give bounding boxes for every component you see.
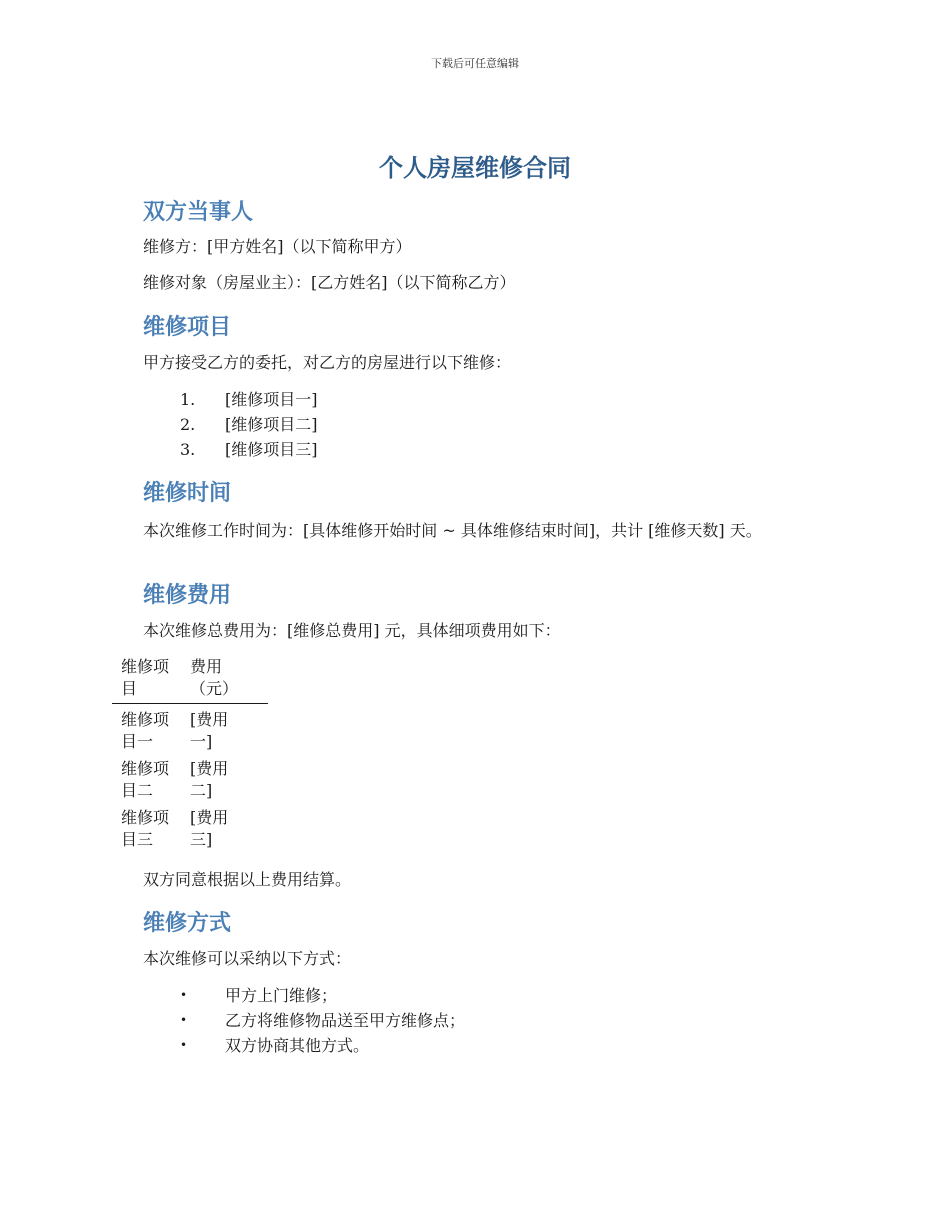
time-text: 本次维修工作时间为：[具体维修开始时间 ~ 具体维修结束时间]，共计 [维修天数] 天。 (143, 521, 762, 540)
table-row (112, 704, 268, 753)
table-cell-item: 维修项 目一 (121, 710, 170, 751)
table-row (112, 802, 268, 851)
list-marker: 1. (180, 390, 196, 409)
heading-cost: 维修费用 (143, 583, 232, 608)
list-item (180, 1008, 465, 1033)
table-header-item: 维修项 目 (121, 657, 170, 698)
list-marker: 3. (180, 440, 196, 459)
table-header-cost: 费用 （元） (190, 657, 239, 698)
table-cell-cost: [费用 三] (190, 808, 229, 849)
table-cell-item: 维修项 目三 (121, 808, 170, 849)
list-item (180, 1033, 465, 1058)
header-note: 下载后可任意编辑 (431, 57, 519, 70)
table-row (112, 753, 268, 802)
table-cell-cost: [费用 一] (190, 710, 229, 751)
bullet-icon: • (180, 1013, 188, 1027)
list-item-text: [维修项目三] (225, 440, 318, 459)
method-intro: 本次维修可以采纳以下方式： (143, 949, 352, 968)
list-item-text: 乙方将维修物品送至甲方维修点； (225, 1011, 466, 1030)
list-item-text: [维修项目一] (225, 390, 318, 409)
cost-outro: 双方同意根据以上费用结算。 (143, 870, 352, 889)
items-intro: 甲方接受乙方的委托，对乙方的房屋进行以下维修： (143, 353, 512, 372)
list-marker: 2. (180, 415, 196, 434)
heading-items: 维修项目 (143, 315, 232, 340)
parties-line-repairer: 维修方：[甲方姓名]（以下简称甲方） (143, 237, 412, 256)
items-list (180, 387, 318, 462)
table-cell-item: 维修项 目二 (121, 759, 170, 800)
parties-line-owner: 维修对象（房屋业主）：[乙方姓名]（以下简称乙方） (143, 273, 516, 292)
table-cell-cost: [费用 二] (190, 759, 229, 800)
heading-time: 维修时间 (143, 481, 232, 506)
heading-parties: 双方当事人 (143, 200, 254, 225)
list-item (180, 387, 318, 412)
list-item-text: 甲方上门维修； (225, 986, 338, 1005)
list-item (180, 437, 318, 462)
document-title: 个人房屋维修合同 (379, 154, 571, 182)
list-item-text: [维修项目二] (225, 415, 318, 434)
heading-method: 维修方式 (143, 911, 232, 936)
list-item (180, 412, 318, 437)
cost-intro: 本次维修总费用为：[维修总费用] 元，具体细项费用如下： (143, 621, 561, 640)
list-item (180, 983, 465, 1008)
cost-table (112, 656, 268, 851)
method-list (180, 983, 465, 1058)
bullet-icon: • (180, 988, 188, 1002)
list-item-text: 双方协商其他方式。 (225, 1036, 370, 1055)
bullet-icon: • (180, 1038, 188, 1052)
table-header-row (112, 656, 268, 704)
